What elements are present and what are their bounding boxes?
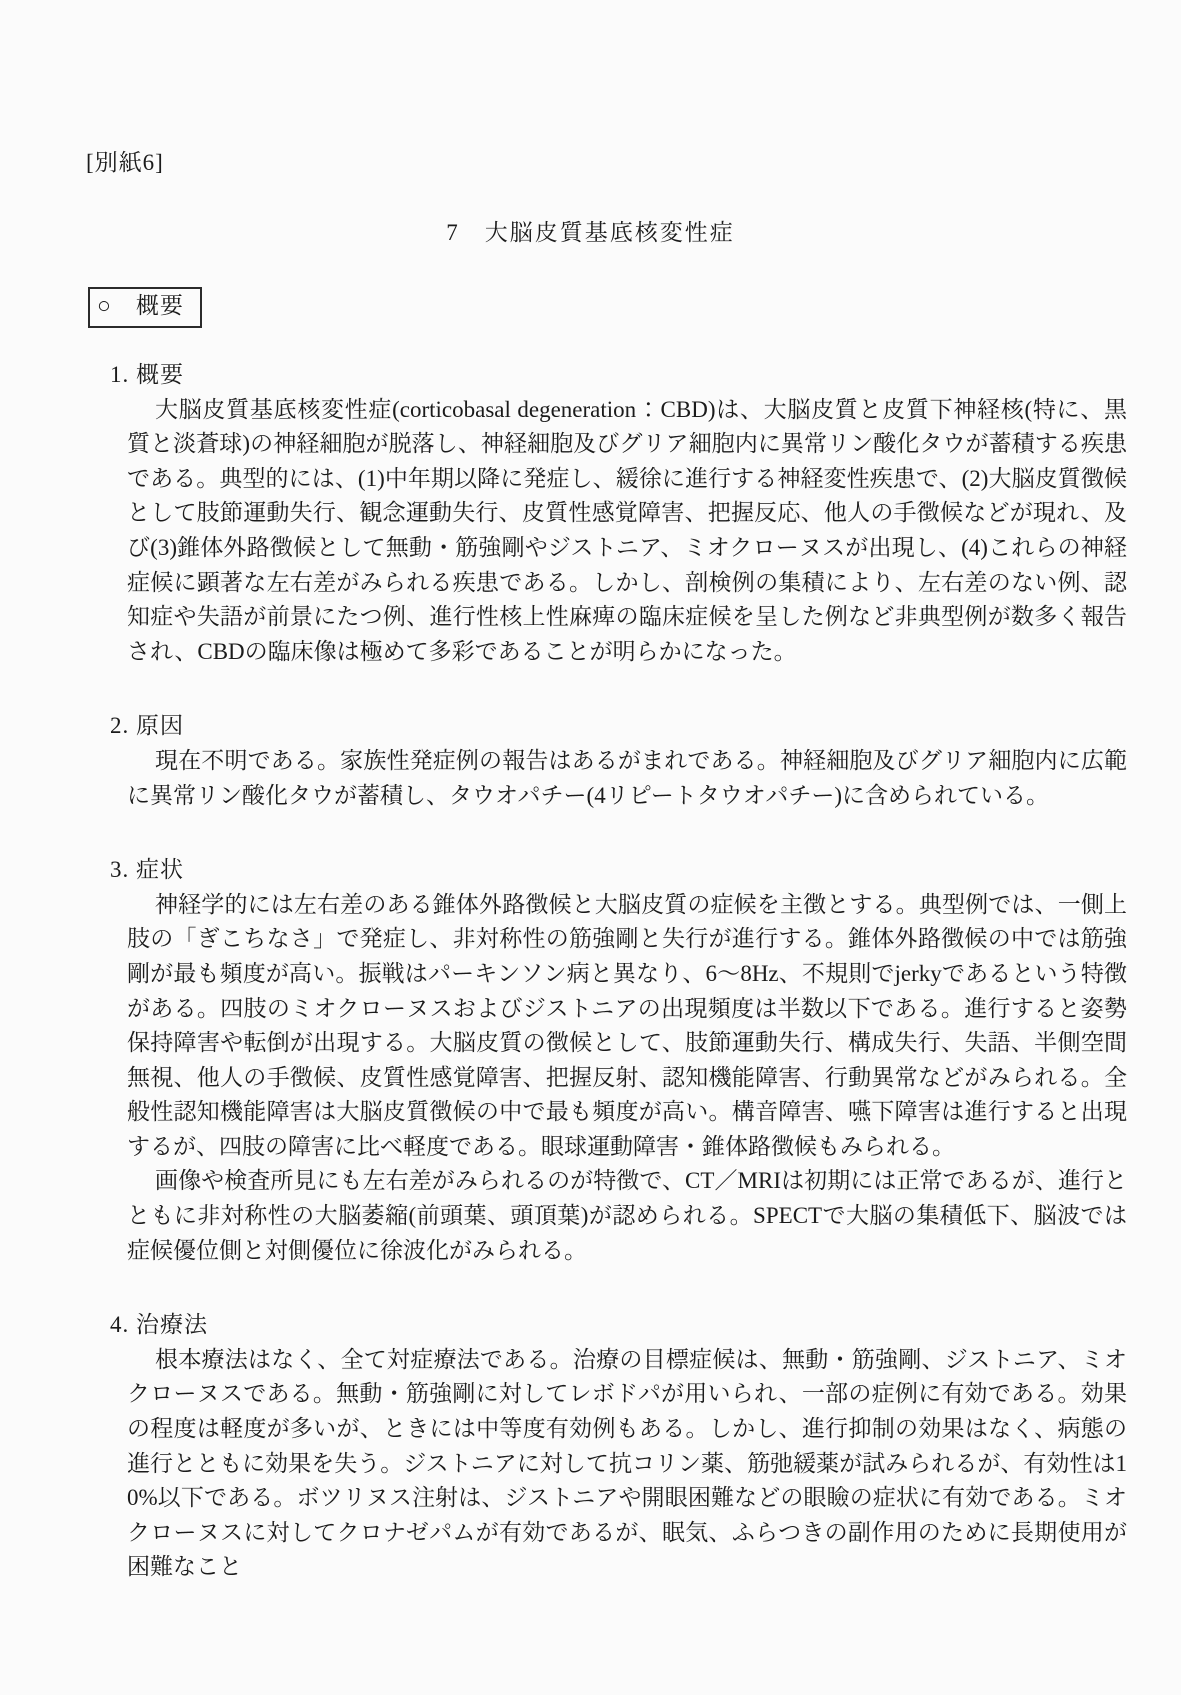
section-cause-paragraph: 現在不明である。家族性発症例の報告はあるがまれである。神経細胞及びグリア細胞内に広範に異常リン酸化タウが蓄積し、タウオパチー(4リピートタウオパチー)に含められている。	[127, 747, 1127, 808]
section-treatment-paragraph: 根本療法はなく、全て対症療法である。治療の目標症候は、無動・筋強剛、ジストニア、ミオクローヌスである。無動・筋強剛に対してレボドパが用いられ、一部の症例に有効である。効果の程度は軽度が多いが、ときには中等度有効例もある。しかし、進行抑制の効果はなく、病態の進行とともに効果を失う。ジストニアに対して抗コリン薬、筋弛緩薬が試みられるが、有効性は10%以下である。ボツリヌス注射は、ジストニアや開眼困難などの眼瞼の症状に有効である。ミオクローヌスに対してクロナゼパムが有効であるが、眠気、ふらつきの副作用のために長期使用が困難なこと	[127, 1346, 1127, 1580]
section-treatment	[110, 1308, 1135, 1585]
section-treatment-heading: 4. 治療法	[110, 1312, 208, 1338]
section-symptoms-paragraph-1: 神経学的には左右差のある錐体外路徴候と大脳皮質の症候を主徴とする。典型例では、一側上肢の「ぎこちなさ」で発症し、非対称性の筋強剛と失行が進行する。錐体外路徴候の中では筋強剛が最も頻度が高い。振戦はパーキンソン病と異なり、6〜8Hz、不規則でjerkyであるという特徴がある。四肢のミオクローヌスおよびジストニアの出現頻度は半数以下である。進行すると姿勢保持障害や転倒が出現する。大脳皮質の徴候として、肢節運動失行、構成失行、失語、半側空間無視、他人の手徴候、皮質性感覚障害、把握反射、認知機能障害、行動異常などがみられる。全般性認知機能障害は大脳皮質徴候の中で最も頻度が高い。構音障害、嚥下障害は進行すると出現するが、四肢の障害に比べ軽度である。眼球運動障害・錐体路徴候もみられる。	[127, 891, 1127, 1159]
section-overview-paragraph: 大脳皮質基底核変性症(corticobasal degeneration：CBD)は、大脳皮質と皮質下神経核(特に、黒質と淡蒼球)の神経細胞が脱落し、神経細胞及びグリア細胞内に異常リン酸化タウが蓄積する疾患である。典型的には、(1)中年期以降に発症し、緩徐に進行する神経変性疾患で、(2)大脳皮質徴候として肢節運動失行、観念運動失行、皮質性感覚障害、把握反応、他人の手徴候などが現れ、及び(3)錐体外路徴候として無動・筋強剛やジストニア、ミオクローヌスが出現し、(4)これらの神経症候に顕著な左右差がみられる疾患である。しかし、剖検例の集積により、左右差のない例、認知症や失語が前景にたつ例、進行性核上性麻痺の臨床症候を呈した例など非典型例が数多く報告され、CBDの臨床像は極めて多彩であることが明らかになった。	[127, 396, 1127, 664]
section-overview	[110, 358, 1135, 669]
overview-box	[88, 287, 202, 328]
document-title: 7 大脳皮質基底核変性症	[446, 220, 735, 245]
section-symptoms-paragraph-2: 画像や検査所見にも左右差がみられるのが特徴で、CT／MRIは初期には正常であるが、進行とともに非対称性の大脳萎縮(前頭葉、頭頂葉)が認められる。SPECTで大脳の集積低下、脳波では症候優位側と対側優位に徐波化がみられる。	[127, 1168, 1127, 1263]
section-symptoms-heading: 3. 症状	[110, 857, 184, 883]
document-body	[110, 358, 1135, 1585]
attachment-label: [別紙6]	[86, 150, 164, 175]
section-cause-heading: 2. 原因	[110, 713, 184, 739]
section-cause	[110, 709, 1135, 813]
section-overview-heading: 1. 概要	[110, 362, 184, 387]
overview-box-label: ○ 概要	[97, 293, 184, 318]
section-symptoms	[110, 853, 1135, 1268]
